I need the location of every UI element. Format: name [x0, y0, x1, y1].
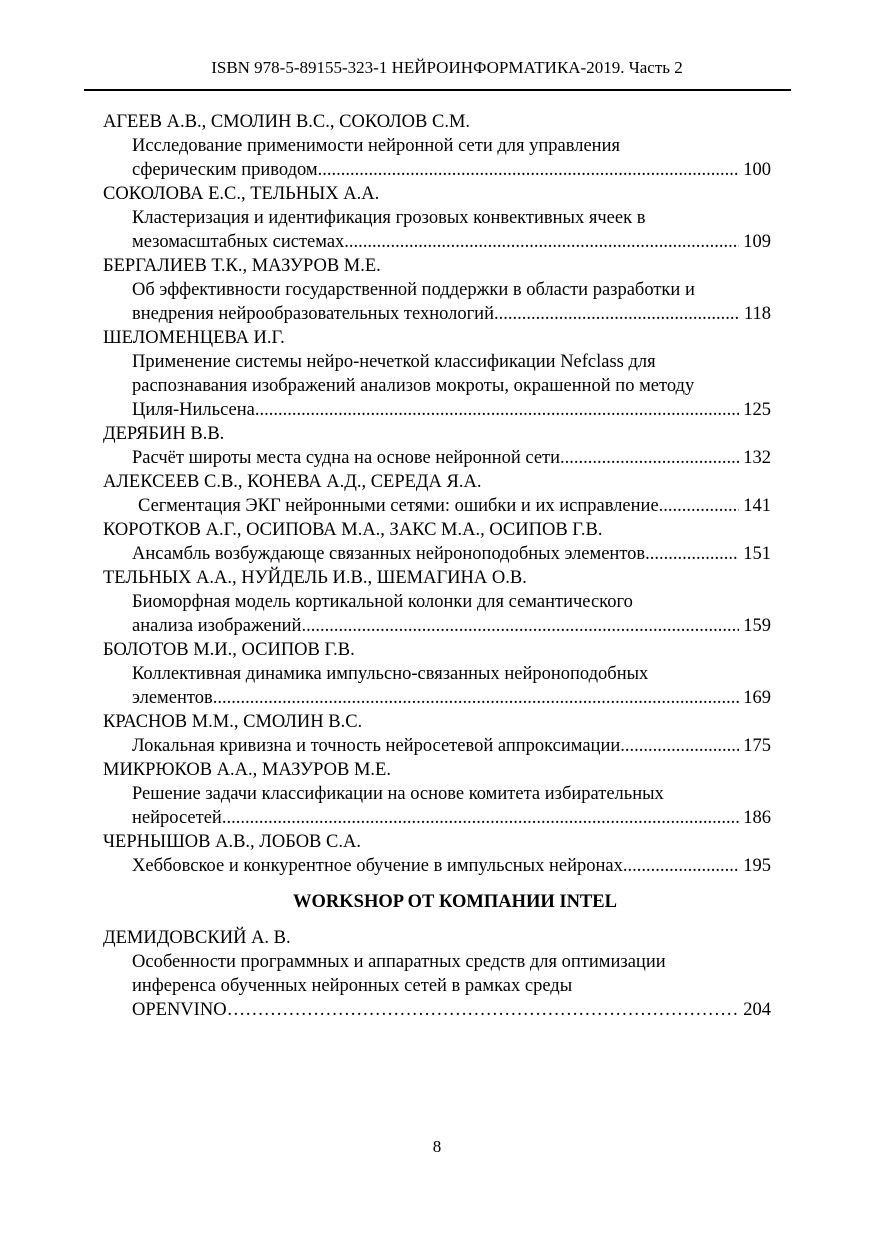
entry-title-last-line[interactable]: [103, 398, 771, 422]
entry-title-line: инференса обученных нейронных сетей в рамках среды: [132, 976, 573, 996]
dot-leader: [620, 734, 739, 758]
entry-title-end: анализа изображений: [132, 616, 302, 636]
dot-leader: [227, 998, 740, 1022]
dot-leader: [494, 302, 740, 326]
dot-leader: [560, 446, 739, 470]
entry-title-end: Сегментация ЭКГ нейронными сетями: ошибки и их исправление: [138, 496, 659, 516]
dot-leader: [213, 686, 740, 710]
toc-entry: [103, 710, 771, 758]
entry-title-last-line[interactable]: [103, 686, 771, 710]
entry-page-number: 204: [743, 1000, 771, 1020]
toc-entry: [103, 110, 771, 182]
entry-page-number: 159: [743, 616, 771, 636]
entry-authors: АЛЕКСЕЕВ С.В., КОНЕВА А.Д., СЕРЕДА Я.А.: [103, 472, 482, 492]
entry-title-end: Хеббовское и конкурентное обучение в импульсных нейронах: [132, 856, 623, 876]
entry-title-end: внедрения нейрообразовательных технологий: [132, 304, 494, 324]
dot-leader: [301, 614, 739, 638]
entry-title-end: Расчёт широты места судна на основе нейронной сети: [132, 448, 561, 468]
entry-title-line: Об эффективности государственной поддержки в области разработки и: [132, 280, 695, 300]
table-of-contents: [103, 110, 771, 1022]
entry-page-number: 109: [743, 232, 771, 252]
entry-authors: БОЛОТОВ М.И., ОСИПОВ Г.В.: [103, 640, 355, 660]
entry-title-last-line[interactable]: [103, 494, 771, 518]
entry-page-number: 151: [743, 544, 771, 564]
entry-title-last-line[interactable]: [103, 302, 771, 326]
entry-page-number: 100: [743, 160, 771, 180]
entry-authors: ДЕМИДОВСКИЙ А. В.: [103, 928, 291, 948]
entry-title-end: мезомасштабных системах: [132, 232, 345, 252]
entry-page-number: 169: [743, 688, 771, 708]
toc-entry: [103, 566, 771, 638]
dot-leader: [344, 230, 739, 254]
entry-title-last-line[interactable]: [103, 542, 771, 566]
entry-page-number: 186: [743, 808, 771, 828]
toc-entry: [103, 326, 771, 422]
section-heading: WORKSHOP ОТ КОМПАНИИ INTEL: [293, 892, 617, 912]
entry-title-last-line[interactable]: [103, 158, 771, 182]
entry-page-number: 175: [743, 736, 771, 756]
entry-authors: ТЕЛЬНЫХ А.А., НУЙДЕЛЬ И.В., ШЕМАГИНА О.В.: [103, 568, 527, 588]
entry-title-end: сферическим приводом: [132, 160, 318, 180]
entry-title-end: Циля-Нильсена: [132, 400, 255, 420]
dot-leader: [659, 494, 740, 518]
entry-authors: СОКОЛОВА Е.С., ТЕЛЬНЫХ А.А.: [103, 184, 380, 204]
entry-authors: АГЕЕВ А.В., СМОЛИН В.С., СОКОЛОВ С.М.: [103, 112, 471, 132]
dot-leader: [645, 542, 739, 566]
page-number: 8: [432, 1137, 442, 1156]
entry-title-line: Решение задачи классификации на основе комитета избирательных: [132, 784, 664, 804]
entry-title-line: Биоморфная модель кортикальной колонки для семантического: [132, 592, 633, 612]
toc-entry: [103, 830, 771, 878]
toc-entry: [103, 254, 771, 326]
toc-entry: [103, 470, 771, 518]
dot-leader: [255, 398, 739, 422]
entry-title-last-line[interactable]: [103, 806, 771, 830]
entry-title-end: элементов: [132, 688, 213, 708]
entry-title-end: Ансамбль возбуждающе связанных нейроноподобных элементов: [132, 544, 646, 564]
entry-page-number: 195: [743, 856, 771, 876]
toc-entry: [103, 518, 771, 566]
toc-entry: [103, 422, 771, 470]
toc-entry: [103, 758, 771, 830]
entry-title-end: OPENVINO: [132, 1000, 227, 1020]
entry-authors: ЧЕРНЫШОВ А.В., ЛОБОВ С.А.: [103, 832, 361, 852]
entry-authors: ШЕЛОМЕНЦЕВА И.Г.: [103, 328, 285, 348]
entry-title-line: распознавания изображений анализов мокроты, окрашенной по методу: [132, 376, 695, 396]
dot-leader: [623, 854, 739, 878]
dot-leader: [318, 158, 740, 182]
entry-title-line: Коллективная динамика импульсно-связанных нейроноподобных: [132, 664, 649, 684]
entry-title-last-line[interactable]: [103, 998, 771, 1022]
entry-page-number: 132: [743, 448, 771, 468]
entry-title-end: нейросетей: [132, 808, 222, 828]
running-header: ISBN 978-5-89155-323-1 НЕЙРОИНФОРМАТИКА-2019. Часть 2: [211, 58, 683, 77]
entry-page-number: 141: [743, 496, 771, 516]
entry-title-last-line[interactable]: [103, 446, 771, 470]
entry-title-last-line[interactable]: [103, 734, 771, 758]
entry-title-last-line[interactable]: [103, 230, 771, 254]
toc-entry: [103, 182, 771, 254]
entry-title-line: Кластеризация и идентификация грозовых конвективных ячеек в: [132, 208, 646, 228]
toc-entry: [103, 638, 771, 710]
header-rule: [84, 89, 791, 91]
entry-authors: ДЕРЯБИН В.В.: [103, 424, 225, 444]
entry-title-last-line[interactable]: [103, 854, 771, 878]
entry-title-line: Особенности программных и аппаратных средств для оптимизации: [132, 952, 666, 972]
entry-page-number: 118: [743, 304, 771, 324]
entry-authors: БЕРГАЛИЕВ Т.К., МАЗУРОВ М.Е.: [103, 256, 381, 276]
entry-authors: МИКРЮКОВ А.А., МАЗУРОВ М.Е.: [103, 760, 391, 780]
entry-title-line: Исследование применимости нейронной сети для управления: [132, 136, 620, 156]
dot-leader: [222, 806, 739, 830]
entry-authors: КРАСНОВ М.М., СМОЛИН В.С.: [103, 712, 363, 732]
entry-title-line: Применение системы нейро-нечеткой классификации Nefclass для: [132, 352, 656, 372]
entry-page-number: 125: [743, 400, 771, 420]
entry-title-last-line[interactable]: [103, 614, 771, 638]
entry-authors: КОРОТКОВ А.Г., ОСИПОВА М.А., ЗАКС М.А., ОСИПОВ Г.В.: [103, 520, 603, 540]
entry-title-end: Локальная кривизна и точность нейросетевой аппроксимации: [132, 736, 621, 756]
toc-entry: [103, 926, 771, 1022]
